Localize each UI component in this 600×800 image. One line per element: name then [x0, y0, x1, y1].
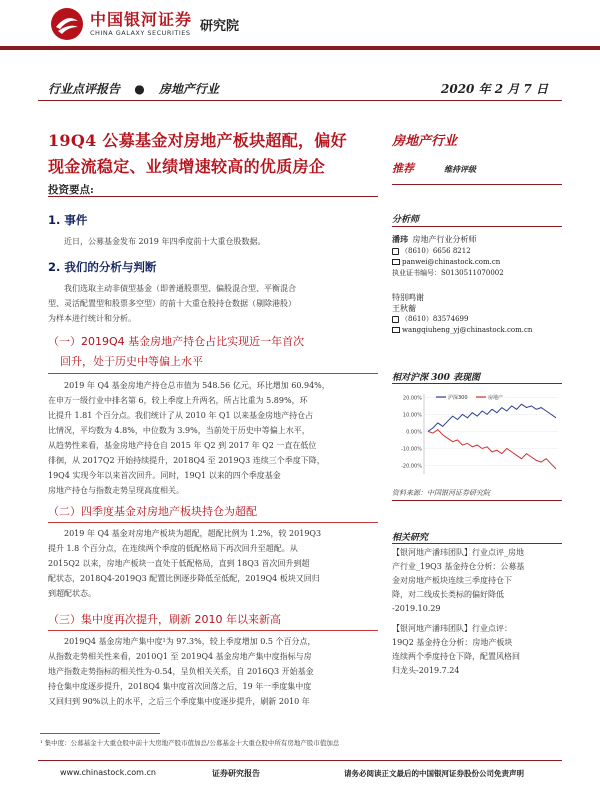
sidebar-industry: 房地产行业 — [392, 134, 458, 149]
analyst-label: 分析师 — [392, 215, 420, 225]
logo-en-text: CHINA GALAXY SECURITIES — [90, 28, 191, 37]
subsection-1-text: 2019 年 Q4 基金房地产持仓总市值为 548.56 亿元，环比增加 60.94%， 在申万一级行业中排名第 6，较上季度上升两名，所占比重为 5.89%，环 比提升 1.81 个百分点。我们统计了从 2010 年 Q1 以来基金房地产持仓占 比情况，平均数为 4.8%，中位数为 3.9%，当前处于历史中等偏上水平， 从趋势性来看，基金房地产持仓自 2015 年 Q2 到 2017 年 Q2 一直在低位 徘徊，从 2017Q2 开始持续提升，2018Q4 至 2019Q3 连续三个季度下降， 19Q4 实现今年以来首次回升。同时，19Q1 以来的四个季度基金 房地产持仓与指数走势呈现高度相关。 — [48, 381, 330, 495]
rating: 维持评级 — [444, 164, 476, 174]
divider — [40, 733, 160, 734]
legend-label-1: 房地产 — [488, 395, 504, 401]
divider — [392, 383, 562, 384]
relative-performance-chart — [390, 386, 562, 482]
footer-label: 证券研究报告 — [212, 768, 260, 778]
report-industry: 房地产行业 — [158, 82, 219, 96]
chart-source: 资料来源：中国银河证券研究院 — [392, 489, 490, 497]
divider — [48, 196, 378, 197]
divider — [48, 630, 378, 631]
footnote: ¹ 集中度：公募基金十大重仓股中前十大房地产股市值加总/公募基金十大重仓股中所有房地产股市值加总 — [40, 739, 340, 747]
analyst-1-name: 潘玮 — [392, 234, 408, 244]
recommendation: 推荐 — [392, 162, 414, 175]
analyst-1-cert: 执业证书编号：S0130511070002 — [392, 269, 504, 277]
report-date: 2020 年 2 月 7 日 — [441, 82, 548, 96]
report-meta — [48, 80, 548, 96]
phone-icon — [392, 248, 399, 255]
bullet-icon: ● — [134, 82, 145, 96]
analyst-1-email[interactable]: panwei@chinastock.com.cn — [402, 258, 501, 266]
y-tick-label: 20.00% — [402, 395, 422, 402]
y-tick-label: -20.00% — [401, 463, 422, 470]
report-title: 19Q4 公募基金对房地产板块超配，偏好 现金流稳定、业绩增速较高的优质房企 — [48, 131, 347, 176]
analyst-1-phone: （8610）6656 8212 — [401, 247, 471, 255]
phone-icon — [392, 316, 399, 323]
subsection-3-heading: （三）集中度再次提升，刷新 2010 年以来新高 — [48, 613, 281, 626]
guest-label: 特别鸣谢 — [392, 293, 424, 302]
subsection-3-text: 2019Q4 基金房地产集中度¹为 97.3%，较上季度增加 0.5 个百分点， 从指数走势相关性来看，2010Q1 至 2019Q4 基金房地产集中度指标与房 地产指数走势指标的相关性为-0.54，呈负相关关系，自 2016Q3 开始基金 持仓集中度逐步提升，2018Q4 集中度首次回落之后，19 年一季度集中度 又回归到 90%以上的水平，之后三个季度集中度逐步提升，刷新 2010 年 — [48, 637, 316, 706]
divider — [392, 543, 562, 544]
mail-icon — [392, 259, 400, 265]
footer-url[interactable]: www.chinastock.com.cn — [60, 768, 156, 777]
section-1-text: 近日，公募基金发布 2019 年四季度前十大重仓股数据。 — [64, 237, 266, 246]
chart-title: 相对沪深 300 表现图 — [392, 373, 481, 383]
related-item-2[interactable]: 【银河地产潘玮团队】行业点评： 19Q2 基金持仓分析：房地产板块 连续两个季度持仓下降，配置风格回 归龙头-2019.7.24 — [392, 624, 520, 675]
footer-disclaimer: 请务必阅读正文最后的中国银河证券股份公司免责声明 — [344, 769, 524, 778]
divider — [38, 760, 562, 761]
brand-logo — [50, 6, 239, 42]
guest-card — [392, 292, 562, 336]
y-tick-label: -10.00% — [401, 446, 422, 453]
divider — [48, 522, 378, 523]
subsection-2-text: 2019 年 Q4 基金对房地产板块为超配，超配比例为 1.2%，较 2019Q3 提升 1.8 个百分点，在连续两个季度的低配格局下再次回升至超配。从 2015Q2 以来，房地产板块一直处于低配格局，直到 18Q3 首次回升到超 配状态，2018Q4-2019Q3 配置比例逐步降低至低配，2019Q4 板块又回归 到超配状态。 — [48, 529, 322, 598]
series-line-1 — [428, 430, 556, 469]
legend-label-0: 沪深300 — [448, 395, 468, 401]
series-line-0 — [428, 404, 556, 431]
section-1-heading: 1. 事件 — [48, 213, 88, 227]
divider — [38, 100, 562, 101]
guest-name: 王秋蘅 — [392, 304, 416, 313]
related-label: 相关研究 — [392, 533, 429, 543]
subsection-1-heading: （一）2019Q4 基金房地产持仓占比实现近一年首次 回升，处于历史中等偏上水平 — [48, 335, 305, 368]
summary-label: 投资要点: — [48, 184, 94, 196]
guest-phone: （8610）83574699 — [401, 315, 469, 323]
section-2-intro: 我们选取主动非债型基金（即普通股票型、偏股混合型、平衡混合 型、灵活配置型和股票多空型）的前十大重仓股持仓数据（剔除港股） 为样本进行统计和分析。 — [48, 284, 296, 323]
divider — [392, 184, 562, 185]
y-tick-label: 0.00% — [406, 429, 422, 436]
mail-icon — [392, 327, 400, 333]
analyst-1-card — [392, 234, 562, 279]
galaxy-logo-icon — [50, 7, 84, 41]
analyst-1-title: 房地产行业分析师 — [412, 235, 477, 244]
report-type: 行业点评报告 — [48, 82, 121, 96]
section-2-heading: 2. 我们的分析与判断 — [48, 260, 157, 274]
guest-email[interactable]: wangqiuheng_yj@chinastock.com.cn — [402, 326, 533, 334]
institute-label: 研究院 — [200, 18, 240, 34]
divider — [392, 500, 562, 501]
logo-cn-text: 中国银河证券 — [90, 9, 193, 29]
divider — [48, 373, 378, 374]
y-tick-label: 10.00% — [402, 412, 422, 419]
divider — [392, 226, 562, 227]
subsection-2-heading: （二）四季度基金对房地产板块持仓为超配 — [48, 505, 257, 518]
related-item-1[interactable]: 【银河地产潘玮团队】行业点评_房地 产行业_19Q3 基金持仓分析：公募基 金对房地产板块连续三季度持仓下 降，对二线成长类标的偏好降低 -2019.10.29 — [392, 548, 525, 613]
header-bar — [0, 46, 600, 50]
